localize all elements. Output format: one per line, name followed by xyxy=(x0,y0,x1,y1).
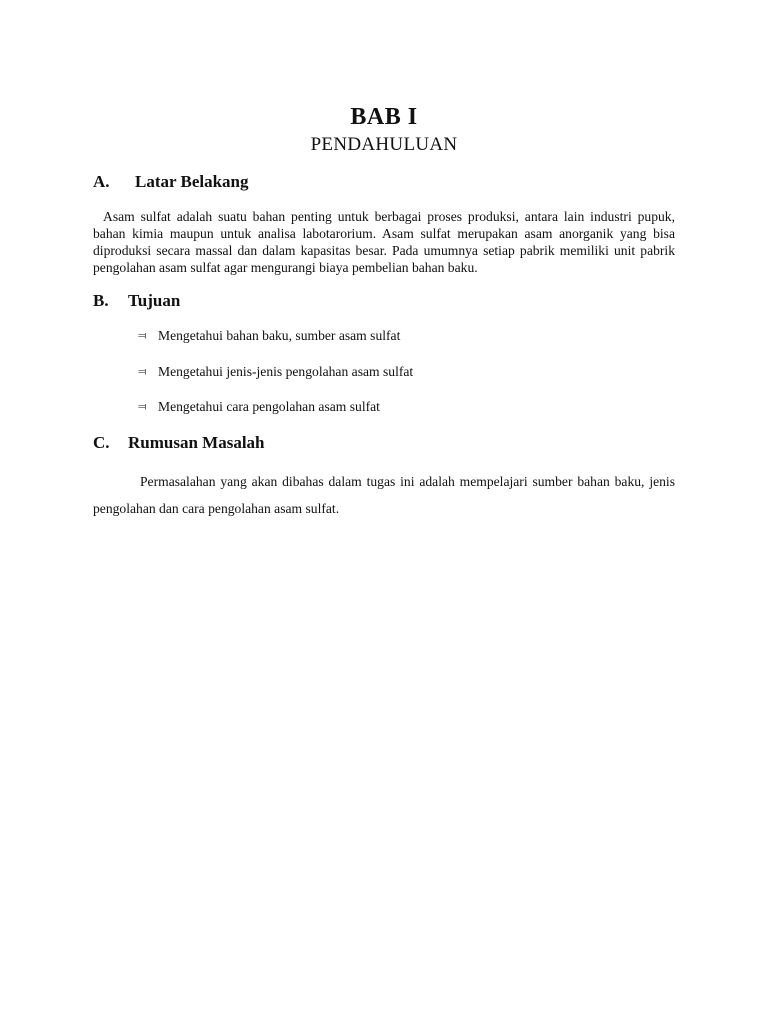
section-paragraph-latar-belakang: Asam sulfat adalah suatu bahan penting untuk berbagai proses produksi, antara lain industri pupuk, bahan kimia maupun untuk analisa labotarorium. Asam sulfat merupakan asam anorganik yang bisa diproduksi secara massal dan dalam kapasitas besar. Pada umumnya setiap pabrik memiliki unit pabrik pengolahan asam sulfat agar mengurangi biaya pembelian bahan baku. xyxy=(93,209,675,275)
section-title: Tujuan xyxy=(128,291,181,310)
section-number: C. xyxy=(93,433,110,452)
list-item xyxy=(138,364,413,380)
list-bullet-icon: ⫤ xyxy=(138,365,147,378)
section-paragraph-rumusan-masalah: Permasalahan yang akan dibahas dalam tugas ini adalah mempelajari sumber bahan baku, jenis pengolahan dan cara pengolahan asam sulfat. xyxy=(93,474,675,516)
list-item xyxy=(138,328,400,344)
section-heading-latar-belakang xyxy=(93,172,249,192)
list-item-text: Mengetahui jenis-jenis pengolahan asam sulfat xyxy=(158,364,414,379)
list-item-text: Mengetahui cara pengolahan asam sulfat xyxy=(158,399,380,414)
section-number: A. xyxy=(93,172,110,191)
chapter-number: BAB I xyxy=(350,104,418,130)
list-bullet-icon: ⫤ xyxy=(138,329,147,342)
list-item-text: Mengetahui bahan baku, sumber asam sulfat xyxy=(158,328,401,343)
section-heading-tujuan xyxy=(93,291,181,311)
section-title: Latar Belakang xyxy=(135,172,249,191)
list-item xyxy=(138,399,380,415)
section-title: Rumusan Masalah xyxy=(128,433,265,452)
section-number: B. xyxy=(93,291,109,310)
section-heading-rumusan-masalah xyxy=(93,433,265,453)
list-bullet-icon: ⫤ xyxy=(138,400,147,413)
chapter-title: PENDAHULUAN xyxy=(310,134,458,155)
